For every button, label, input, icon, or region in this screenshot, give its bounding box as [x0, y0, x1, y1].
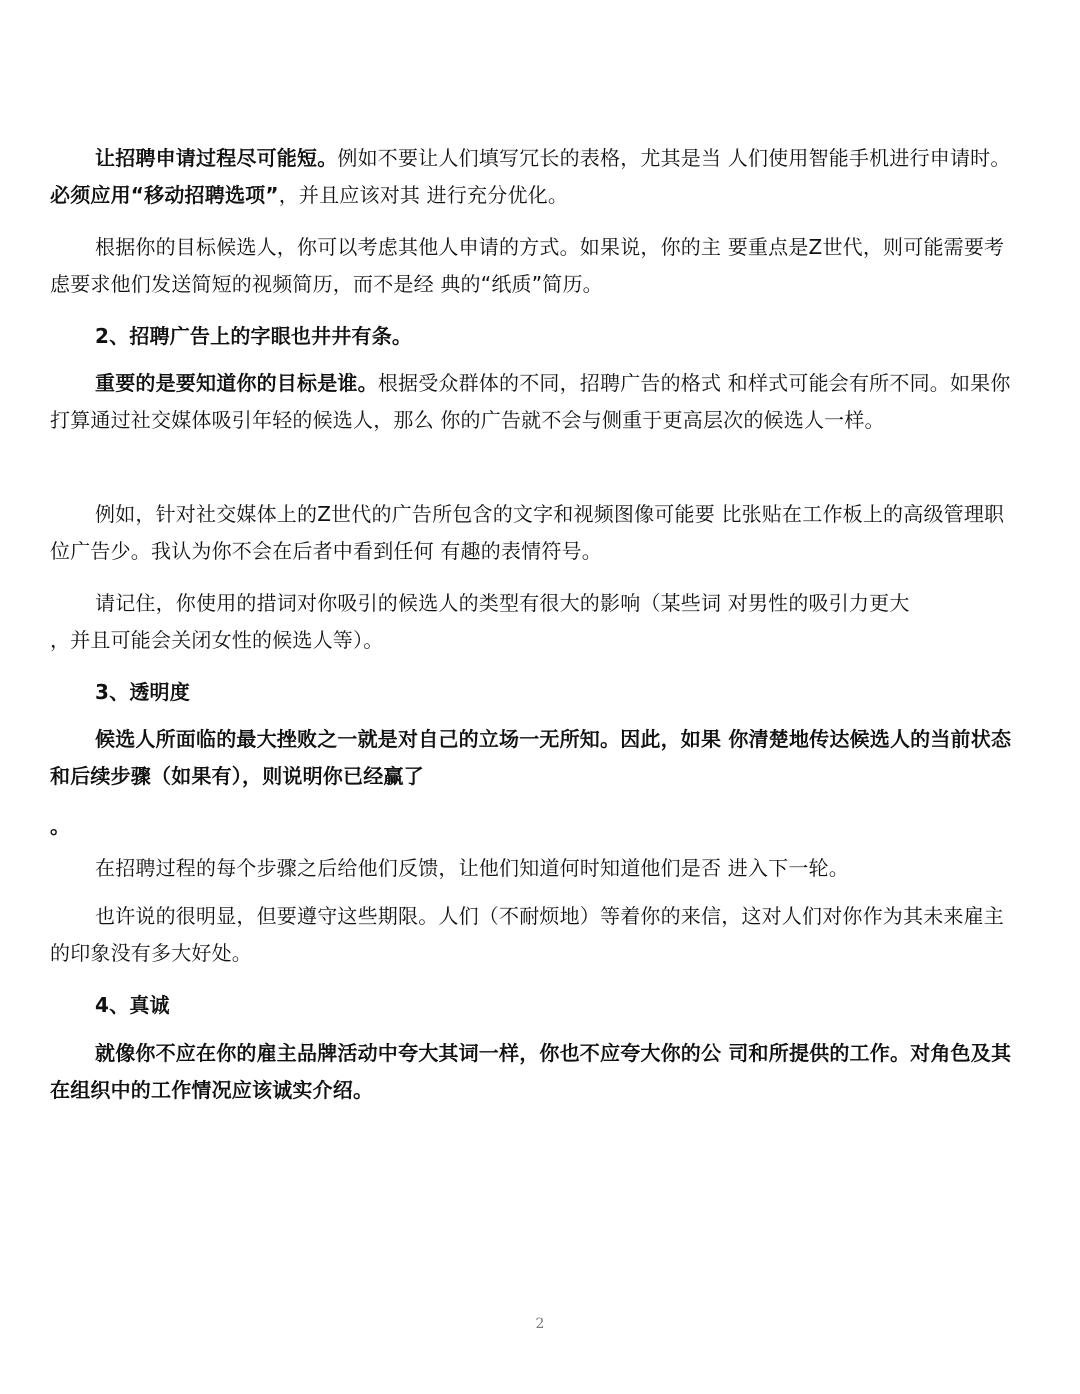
paragraph-text: 。	[50, 814, 71, 838]
paragraph-bold-lead: 让招聘申请过程尽可能短。	[95, 146, 338, 170]
section-heading-4	[50, 987, 1020, 1024]
heading-text: 2、招聘广告上的字眼也井井有条。	[95, 324, 413, 348]
paragraph-short-application	[50, 140, 1020, 214]
paragraph-line-1: 请记住，你使用的措词对你吸引的候选人的类型有很大的影响（某些词 对男性的吸引力更大	[95, 591, 910, 615]
section-heading-3	[50, 674, 1020, 711]
paragraph-target-candidates	[50, 229, 1020, 303]
heading-text: 3、透明度	[95, 680, 190, 704]
paragraph-text: 根据你的目标候选人，你可以考虑其他人申请的方式。如果说，你的主 要重点是Z世代，则可能需要考虑要求他们发送简短的视频简历，而不是经 典的“纸质”简历。	[50, 235, 1005, 296]
paragraph-gen-z-ads	[50, 496, 1020, 570]
section-heading-2	[50, 318, 1020, 355]
paragraph-transparency	[50, 721, 1020, 795]
paragraph-text: 例如不要让人们填写冗长的表格，尤其是当 人们使用智能手机进行申请时。	[337, 146, 1011, 170]
heading-text: 4、真诚	[95, 993, 170, 1017]
paragraph-text: 就像你不应在你的雇主品牌活动中夸大其词一样，你也不应夸大你的公 司和所提供的工作。对角色及其在组织中的工作情况应该诚实介绍。	[50, 1041, 1012, 1102]
paragraph-line-2: ，并且可能会关闭女性的候选人等）。	[50, 628, 384, 652]
paragraph-text: 候选人所面临的最大挫败之一就是对自己的立场一无所知。因此，如果 你清楚地传达候选人的当前状态和后续步骤（如果有），则说明你已经赢了	[50, 727, 1012, 788]
paragraph-lone-period	[50, 808, 1020, 845]
page-number: 2	[535, 1316, 545, 1332]
paragraph-wording	[50, 585, 1020, 659]
paragraph-know-target	[50, 365, 1020, 439]
paragraph-bold-lead: 重要的是要知道你的目标是谁。	[95, 371, 378, 395]
paragraph-sincerity	[50, 1035, 1020, 1109]
paragraph-text: 也许说的很明显，但要遵守这些期限。人们（不耐烦地）等着你的来信，这对人们对你作为其未来雇主的印象没有多大好处。	[50, 904, 1004, 965]
paragraph-bold-tail: 必须应用“移动招聘选项”	[50, 183, 279, 207]
paragraph-text: 例如，针对社交媒体上的Z世代的广告所包含的文字和视频图像可能要 比张贴在工作板上的高级管理职位广告少。我认为你不会在后者中看到任何 有趣的表情符号。	[50, 502, 1005, 563]
paragraph-text-tail: ，并且应该对其 进行充分优化。	[278, 183, 569, 207]
paragraph-deadlines	[50, 898, 1020, 972]
paragraph-feedback	[50, 850, 1020, 887]
paragraph-text: 在招聘过程的每个步骤之后给他们反馈，让他们知道何时知道他们是否 进入下一轮。	[95, 856, 849, 880]
paragraph-text: 根据受众群体的不同，招聘广告的格式 和样式可能会有所不同。如果你打算通过社交媒体吸引年轻的候选人，那么 你的广告就不会与侧重于更高层次的候选人一样。	[50, 371, 1011, 432]
